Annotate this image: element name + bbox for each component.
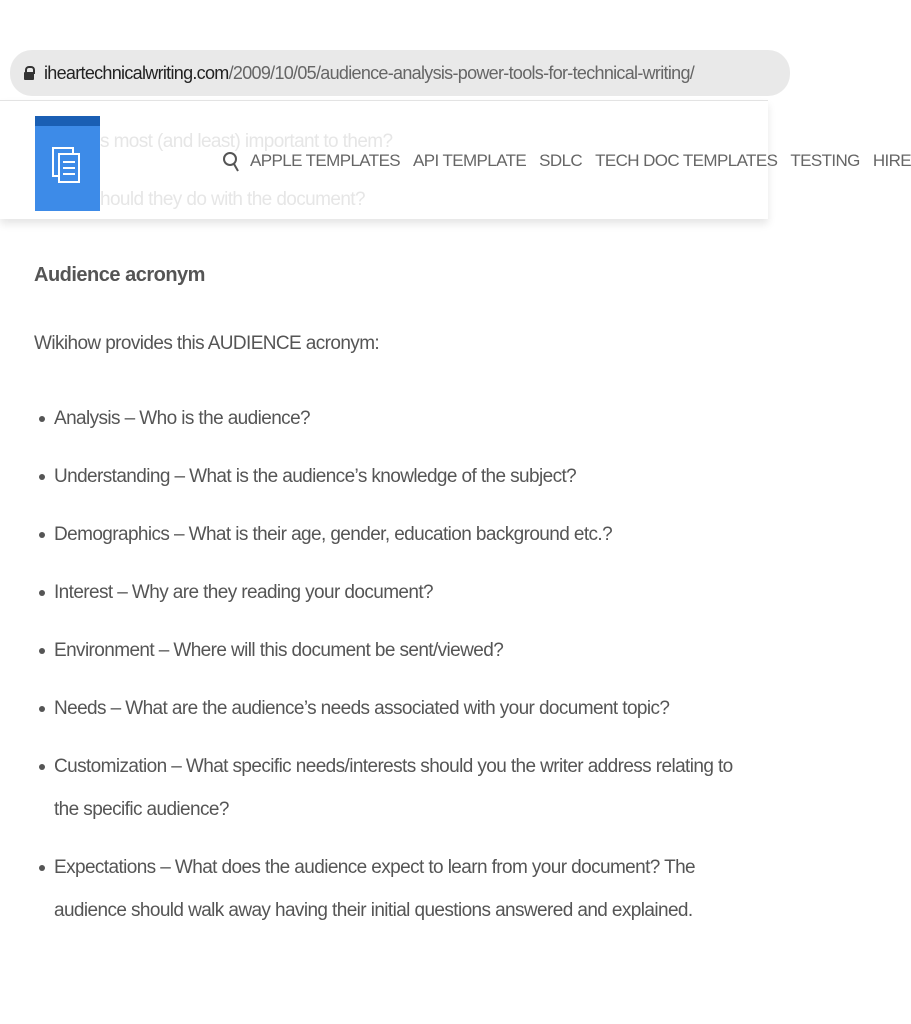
nav-link-hire[interactable]: HIRE — [872, 151, 911, 170]
list-item-needs: Needs – What are the audience’s needs associated with your document topic? — [34, 687, 754, 730]
list-item-interest: Interest – Why are they reading your document? — [34, 571, 754, 614]
nav-link-api-template[interactable]: API TEMPLATE — [413, 151, 527, 170]
intro-paragraph: Wikihow provides this AUDIENCE acronym: — [34, 333, 380, 354]
list-item-expectations: Expectations – What does the audience expect to learn from your document? The audience should walk away having their initial questions answered and explained. — [34, 846, 754, 932]
section-heading: Audience acronym — [34, 264, 205, 286]
address-bar[interactable] — [10, 50, 790, 96]
nav-link-tech-doc-templates[interactable]: TECH DOC TEMPLATES — [595, 151, 778, 170]
list-item-environment: Environment – Where will this document be sent/viewed? — [34, 629, 754, 672]
background-text-line: s most (and least) important to them? — [100, 131, 393, 152]
nav-link-sdlc[interactable]: SDLC — [539, 151, 583, 170]
list-item-understanding: Understanding – What is the audience’s knowledge of the subject? — [34, 455, 754, 498]
main-navigation — [250, 151, 911, 171]
article-content — [34, 230, 754, 947]
url-domain: iheartechnicalwriting.com — [44, 62, 229, 83]
search-icon[interactable] — [222, 151, 240, 173]
list-item-customization: Customization – What specific needs/interests should you the writer address relating to the specific audience? — [34, 745, 754, 831]
site-header — [0, 100, 911, 219]
list-item-analysis: Analysis – Who is the audience? — [34, 397, 754, 440]
url-path: /2009/10/05/audience-analysis-power-tools-for-technical-writing/ — [228, 62, 695, 83]
nav-link-testing[interactable]: TESTING — [790, 151, 860, 170]
lock-icon — [24, 67, 34, 79]
background-text-line: hould they do with the document? — [100, 189, 365, 210]
acronym-list — [34, 397, 754, 932]
list-item-demographics: Demographics – What is their age, gender, education background etc.? — [34, 513, 754, 556]
site-logo-icon[interactable] — [35, 116, 100, 211]
nav-link-apple-templates[interactable]: APPLE TEMPLATES — [250, 151, 401, 170]
top-blank-area — [0, 0, 768, 48]
url-text[interactable] — [44, 63, 694, 84]
